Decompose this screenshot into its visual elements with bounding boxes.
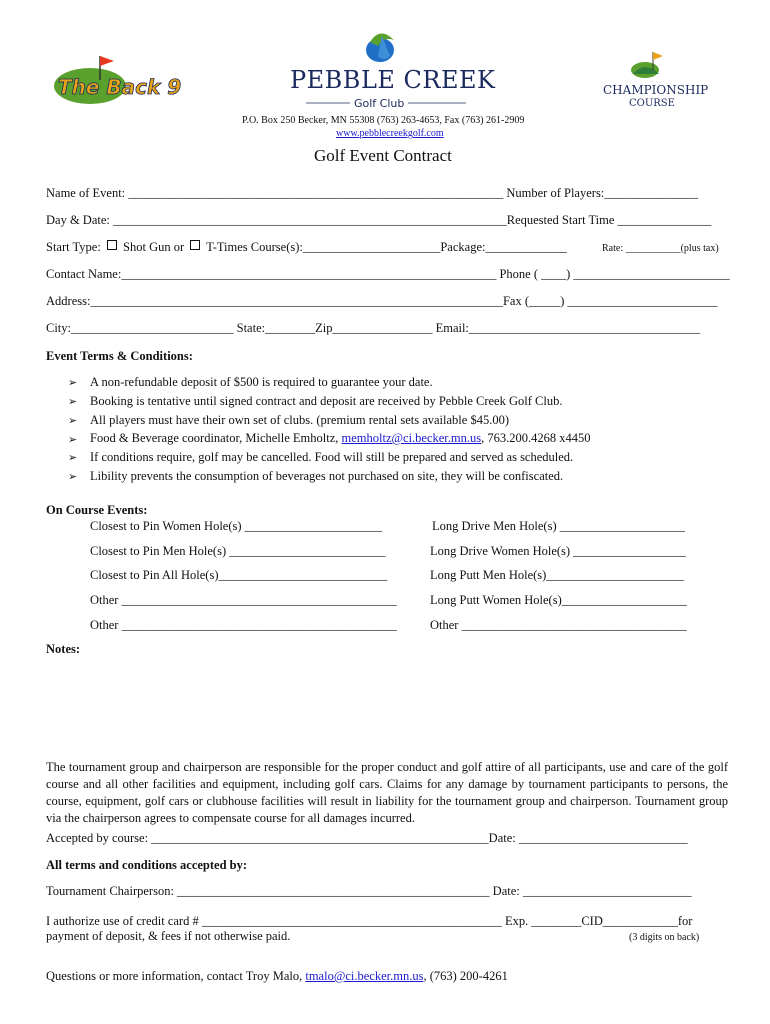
on-course-left-field[interactable]: Other ____________________________________________: [90, 618, 397, 632]
start-type-row: [46, 240, 567, 255]
course-text: COURSE: [629, 98, 675, 109]
arrow-bullet-icon: ➢: [68, 452, 78, 464]
coordinator-phone: , 763.200.4268 x4450: [481, 431, 591, 445]
brand-sub: Golf Club: [354, 97, 405, 110]
terms-item: All players must have their own set of clubs. (premium rental sets available $45.00): [90, 413, 509, 427]
on-course-right-field[interactable]: Long Drive Women Hole(s) __________________: [430, 544, 686, 558]
on-course-right-field[interactable]: Long Putt Men Hole(s)______________________: [430, 568, 684, 582]
address-line: P.O. Box 250 Becker, MN 55308 (763) 263-4653, Fax (763) 261-2909: [242, 115, 525, 126]
website-link[interactable]: www.pebblecreekgolf.com: [336, 128, 444, 139]
shot-gun-checkbox[interactable]: [107, 240, 117, 250]
terms-item: If conditions require, golf may be cancelled. Food will still be prepared and served as scheduled.: [90, 450, 574, 464]
address-field[interactable]: Address:__________________________________________________________________Fax (_____) ________________________: [46, 294, 718, 308]
on-course-left-field[interactable]: Closest to Pin Women Hole(s) ______________________: [90, 519, 383, 533]
arrow-bullet-icon: ➢: [68, 396, 78, 408]
on-course-right-field[interactable]: Long Putt Women Hole(s)____________________: [430, 593, 687, 607]
t-times-checkbox[interactable]: [190, 240, 200, 250]
back-9-logo: [48, 50, 182, 110]
on-course-left-field[interactable]: Closest to Pin Men Hole(s) _________________________: [90, 544, 386, 558]
accepted-by-course-field[interactable]: Accepted by course: ______________________________________________________Date: ___________________________: [46, 831, 688, 845]
payment-text: payment of deposit, & fees if not otherwise paid.: [46, 929, 291, 943]
chairperson-field[interactable]: Tournament Chairperson: __________________________________________________ Date: ___________________________: [46, 884, 692, 898]
terms-heading: Event Terms & Conditions:: [46, 349, 193, 363]
championship-text: CHAMPIONSHIP: [603, 83, 709, 97]
coordinator-email-link[interactable]: memholtz@ci.becker.mn.us: [341, 431, 482, 445]
brand-name: PEBBLE CREEK: [290, 66, 496, 94]
on-course-heading: On Course Events:: [46, 503, 148, 517]
notes-area[interactable]: [46, 660, 728, 752]
footer-contact: [46, 969, 508, 984]
on-course-right-field[interactable]: Other ____________________________________: [430, 618, 687, 632]
arrow-bullet-icon: ➢: [68, 377, 78, 389]
name-of-event-field[interactable]: Name of Event: ____________________________________________________________ Number of Players:_______________: [46, 186, 699, 200]
footer-phone: , (763) 200-4261: [423, 969, 508, 983]
day-date-field[interactable]: Day & Date: _______________________________________________________________Requested Start Time _______________: [46, 213, 712, 227]
coordinator-text: Food & Beverage coordinator, Michelle Emholtz,: [90, 431, 339, 445]
course-package-field[interactable]: T-Times Course(s):______________________Package:_____________: [206, 240, 567, 254]
credit-card-field[interactable]: I authorize use of credit card # ________________________________________________ Exp. ________CID____________for: [46, 914, 693, 928]
all-terms-heading: All terms and conditions accepted by:: [46, 858, 248, 872]
rate-field[interactable]: Rate: ___________(plus tax): [602, 243, 719, 254]
on-course-left-field[interactable]: Closest to Pin All Hole(s)___________________________: [90, 568, 388, 582]
arrow-bullet-icon: ➢: [68, 434, 78, 446]
contact-name-field[interactable]: Contact Name:____________________________________________________________ Phone ( ____) _________________________: [46, 267, 730, 281]
on-course-right-field[interactable]: Long Drive Men Hole(s) ____________________: [432, 519, 685, 533]
cid-note: (3 digits on back): [629, 932, 700, 943]
terms-item: Booking is tentative until signed contract and deposit are received by Pebble Creek Golf Club.: [90, 394, 563, 408]
back-9-logo-text: The Back 9: [58, 75, 182, 99]
terms-item: Libility prevents the consumption of beverages not purchased on site, they will be confiscated.: [90, 469, 564, 483]
arrow-bullet-icon: ➢: [68, 415, 78, 427]
shot-gun-label: Shot Gun or: [123, 240, 185, 254]
footer-email-link[interactable]: tmalo@ci.becker.mn.us: [305, 969, 424, 983]
arrow-bullet-icon: ➢: [68, 471, 78, 483]
start-type-label: Start Type:: [46, 240, 101, 254]
city-field[interactable]: City:__________________________ State:________Zip________________ Email:_____________________________________: [46, 321, 701, 335]
liability-paragraph: The tournament group and chairperson are responsible for the proper conduct and golf attire of all participants, use and care of the golf course and all other facilities and equipment, including golf cars. Claims for any damage by tournament participants to persons, the course, equipment, golf cars or clubhouse facilities will result in liability for the tournament group and chairperson. Tournament group via the chairperson agrees to compensate course for all damages incurred.: [46, 760, 728, 825]
championship-course-logo: [603, 48, 709, 110]
on-course-left-field[interactable]: Other ____________________________________________: [90, 593, 397, 607]
terms-item: A non-refundable deposit of $500 is required to guarantee your date.: [90, 375, 433, 389]
notes-label: Notes:: [46, 642, 81, 656]
pebble-creek-logo: [286, 30, 496, 110]
terms-item-coordinator: [90, 431, 591, 446]
page-title: Golf Event Contract: [314, 146, 452, 165]
footer-text: Questions or more information, contact Troy Malo,: [46, 969, 303, 983]
